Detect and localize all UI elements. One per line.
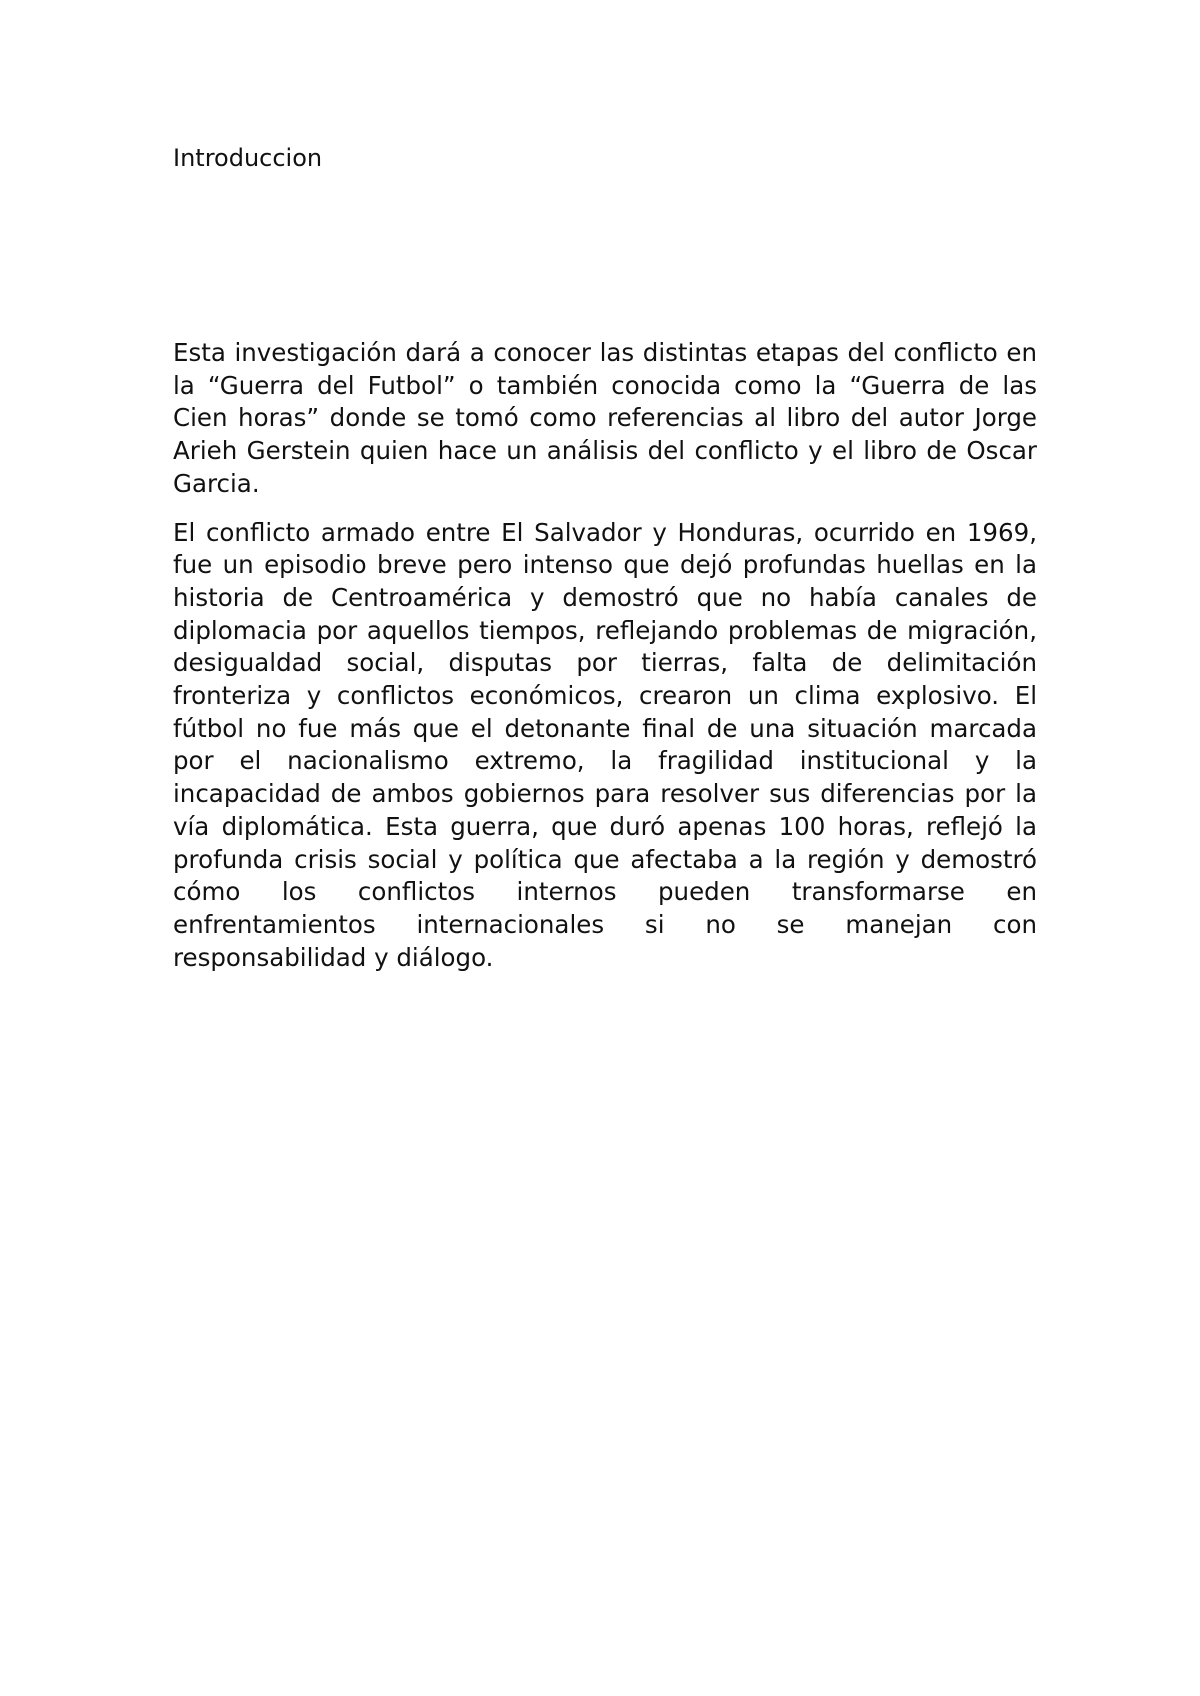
page-title: Introduccion	[173, 144, 323, 172]
paragraph-intro: Esta investigación dará a conocer las distintas etapas del conflicto en la “Guerra del Futbol” o también conocida como la “Guerra de las Cien horas” donde se tomó como referencias al libro del autor Jorge Arieh Gerstein quien hace un análisis del conflicto y el libro de Oscar Garcia.	[173, 338, 1037, 498]
document-body	[173, 337, 1037, 974]
paragraph-conflict: El conflicto armado entre El Salvador y Honduras, ocurrido en 1969, fue un episodio breve pero intenso que dejó profundas huellas en la historia de Centroamérica y demostró que no había canales de diplomacia por aquellos tiempos, reflejando problemas de migración, desigualdad social, disputas por tierras, falta de delimitación fronteriza y conflictos económicos, crearon un clima explosivo. El fútbol no fue más que el detonante final de una situación marcada por el nacionalismo extremo, la fragilidad institucional y la incapacidad de ambos gobiernos para resolver sus diferencias por la vía diplomática. Esta guerra, que duró apenas 100 horas, reflejó la profunda crisis social y política que afectaba a la región y demostró cómo los conflictos internos pueden transformarse en enfrentamientos internacionales si no se manejan con responsabilidad y diálogo.	[173, 517, 1037, 972]
